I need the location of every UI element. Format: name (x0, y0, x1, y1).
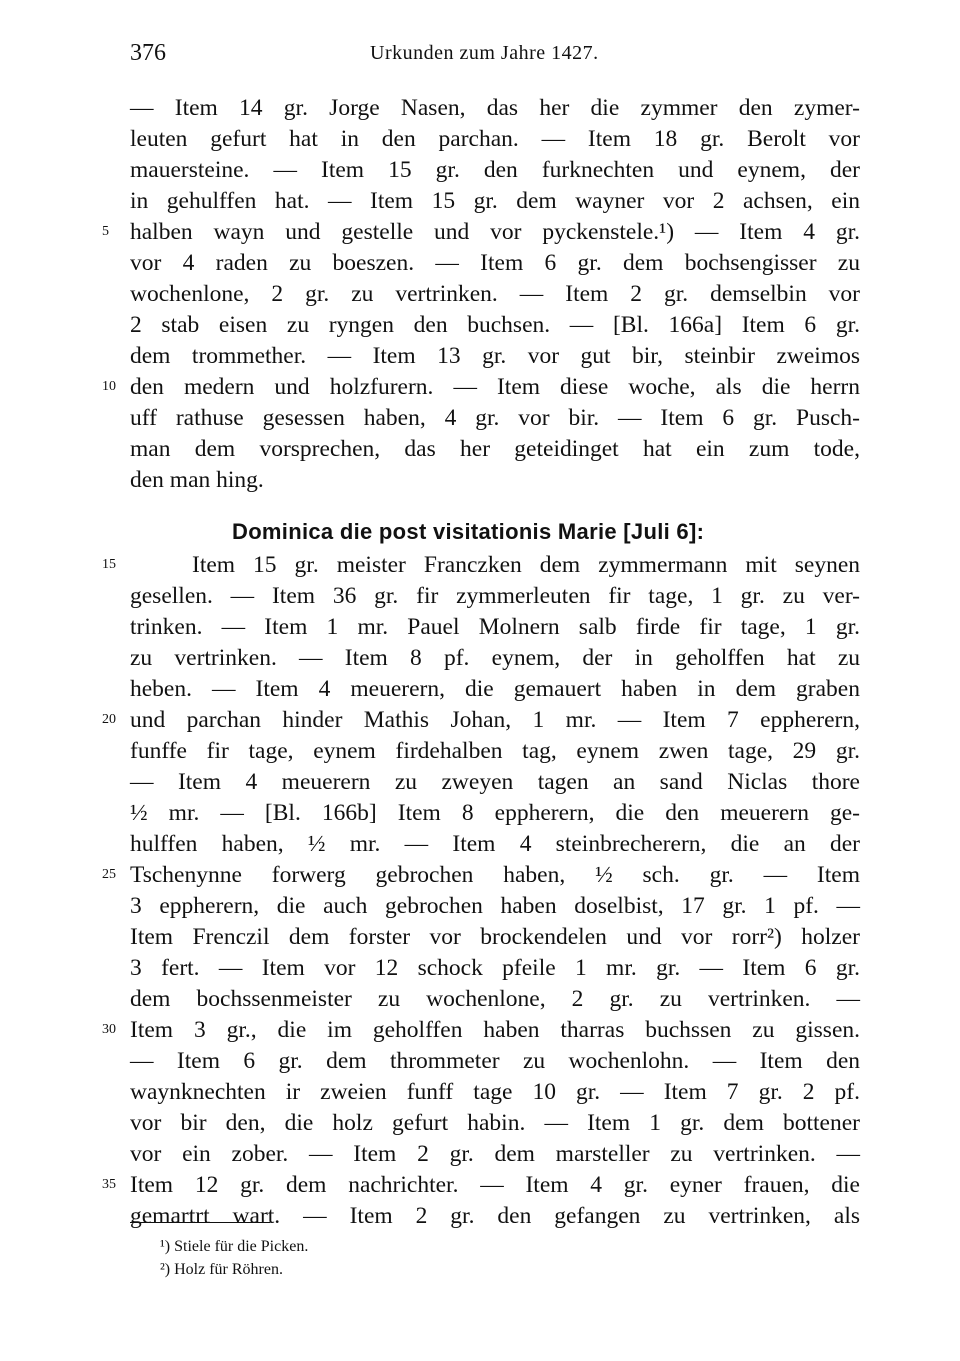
page-number: 376 (130, 40, 166, 66)
text-line: wochenlone, 2 gr. zu vertrinken. — Item 2 gr. demselbin vor (130, 281, 860, 307)
footnote: ²) Holz für Röhren. (160, 1261, 283, 1278)
text-line: dem trommether. — Item 13 gr. vor gut bir, steinbir zweimos (130, 343, 860, 369)
text-line: Item 15 gr. meister Franczken dem zymmermann mit seynen (192, 552, 860, 578)
text-line: Item 3 gr., die im geholffen haben tharras buchssen zu gissen. (130, 1017, 860, 1043)
section-heading: Dominica die post visitationis Marie [Juli 6]: (232, 519, 705, 544)
text-line: Tschenynne forwerg gebrochen haben, ½ sch. gr. — Item (130, 862, 860, 888)
text-line: halben wayn und gestelle und vor pyckenstele.¹) — Item 4 gr. (130, 219, 860, 245)
text-line: Item 12 gr. dem nachrichter. — Item 4 gr. eyner frauen, die (130, 1172, 860, 1198)
text-line: waynknechten ir zweien funff tage 10 gr. — Item 7 gr. 2 pf. (130, 1079, 860, 1105)
text-line: in gehulffen hat. — Item 15 gr. dem wayner vor 2 achsen, ein (130, 188, 860, 214)
line-number: 25 (102, 867, 116, 882)
text-line: gesellen. — Item 36 gr. fir zymmerleuten fir tage, 1 gr. zu ver- (130, 583, 860, 609)
text-line: den man hing. (130, 467, 264, 493)
line-number: 10 (102, 379, 116, 394)
text-line: 2 stab eisen zu ryngen den buchsen. — [Bl. 166a] Item 6 gr. (130, 312, 860, 338)
text-line: vor ein zober. — Item 2 gr. dem marsteller zu vertrinken. — (130, 1141, 860, 1167)
text-line: gemartrt wart. — Item 2 gr. den gefangen zu vertrinken, als (130, 1203, 860, 1229)
footnote-rule (130, 1222, 270, 1223)
text-line: und parchan hinder Mathis Johan, 1 mr. — Item 7 eppherern, (130, 707, 860, 733)
text-line: vor bir den, die holz gefurt habin. — Item 1 gr. dem bottener (130, 1110, 860, 1136)
text-line: 3 eppherern, die auch gebrochen haben doselbist, 17 gr. 1 pf. — (130, 893, 860, 919)
line-number: 30 (102, 1022, 116, 1037)
line-number: 35 (102, 1177, 116, 1192)
text-line: — Item 6 gr. dem thrommeter zu wochenlohn. — Item den (130, 1048, 860, 1074)
text-line: ½ mr. — [Bl. 166b] Item 8 eppherern, die den meuerern ge- (130, 800, 860, 826)
text-line: man dem vorsprechen, das her geteidinget hat ein zum tode, (130, 436, 860, 462)
text-line: heben. — Item 4 meuerern, die gemauert haben in dem graben (130, 676, 860, 702)
text-line: funffe fir tage, eynem firdehalben tag, eynem zwen tage, 29 gr. (130, 738, 860, 764)
text-line: dem bochssenmeister zu wochenlone, 2 gr. zu vertrinken. — (130, 986, 860, 1012)
text-line: vor 4 raden zu boeszen. — Item 6 gr. dem bochsengisser zu (130, 250, 860, 276)
text-line: — Item 4 meuerern zu zweyen tagen an sand Niclas thore (130, 769, 860, 795)
text-line: zu vertrinken. — Item 8 pf. eynem, der in geholffen hat zu (130, 645, 860, 671)
running-head: Urkunden zum Jahre 1427. (370, 42, 599, 64)
footnote: ¹) Stiele für die Picken. (160, 1238, 309, 1255)
text-line: den medern und holzfurern. — Item diese woche, als die herrn (130, 374, 860, 400)
text-line: 3 fert. — Item vor 12 schock pfeile 1 mr. gr. — Item 6 gr. (130, 955, 860, 981)
text-line: uff rathuse gesessen haben, 4 gr. vor bir. — Item 6 gr. Pusch- (130, 405, 860, 431)
text-line: trinken. — Item 1 mr. Pauel Molnern salb firde fir tage, 1 gr. (130, 614, 860, 640)
text-line: Item Frenczil dem forster vor brockendelen und vor rorr²) holzer (130, 924, 860, 950)
text-line: mauersteine. — Item 15 gr. den furknechten und eynem, der (130, 157, 860, 183)
text-line: leuten gefurt hat in den parchan. — Item 18 gr. Berolt vor (130, 126, 860, 152)
line-number: 5 (102, 224, 109, 239)
line-number: 15 (102, 557, 116, 572)
line-number: 20 (102, 712, 116, 727)
text-line: — Item 14 gr. Jorge Nasen, das her die zymmer den zymer- (130, 95, 860, 121)
page-header (130, 40, 862, 80)
text-line: hulffen haben, ½ mr. — Item 4 steinbrecherern, die an der (130, 831, 860, 857)
